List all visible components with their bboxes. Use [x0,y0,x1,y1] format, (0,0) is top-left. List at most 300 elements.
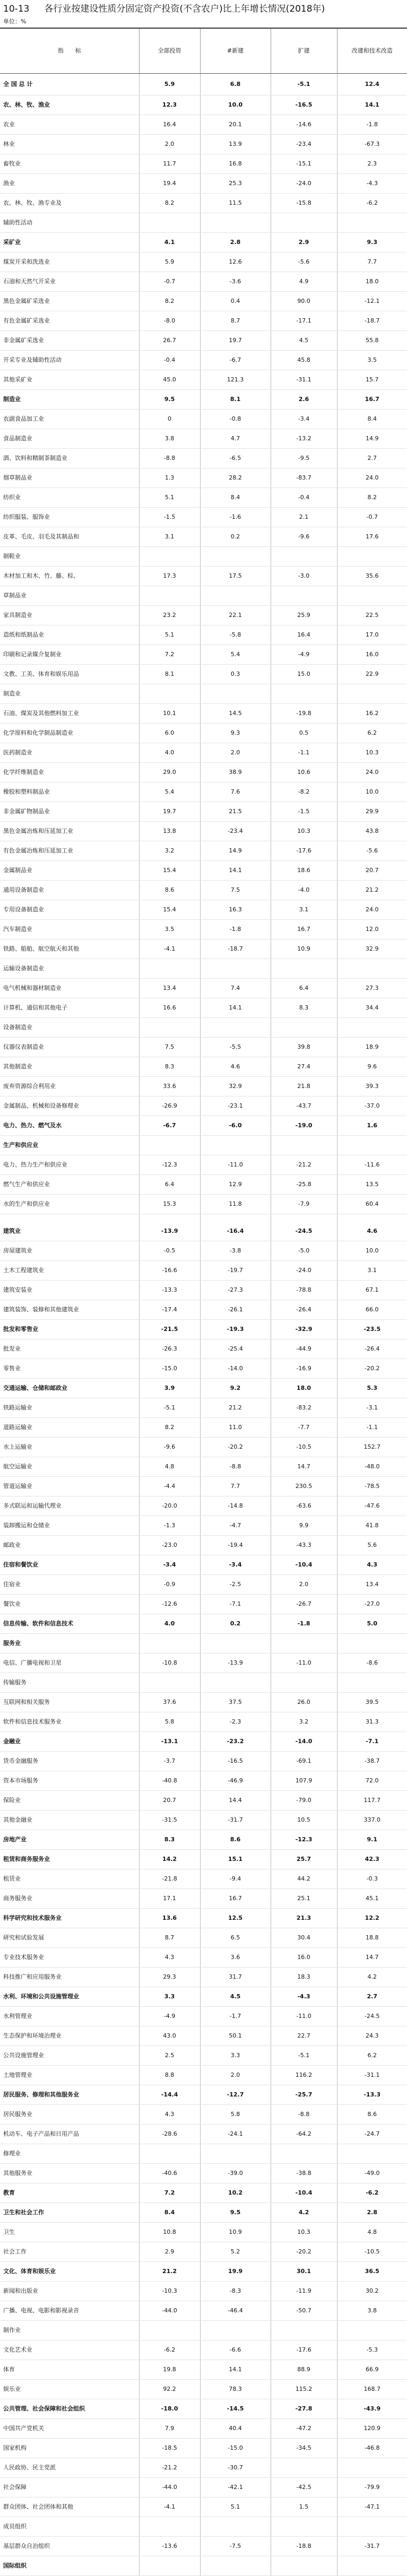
cell-new-construction: 11.5 [200,194,271,213]
cell-new-construction: 0.3 [200,665,271,684]
cell-new-construction: 4.6 [200,1057,271,1077]
cell-expansion [271,586,337,606]
cell-new-construction: 6.8 [200,74,271,95]
row-label: 汽车制造业 [0,920,139,939]
table-row [0,1241,407,1261]
row-label: 电信、广播电视和卫星 [0,1653,139,1673]
cell-total-investment: 8.7 [139,1928,200,1948]
table-row [0,2556,407,2576]
table-row [0,625,407,645]
cell-total-investment: 4.3 [139,1948,200,1968]
cell-reconstruction: 67.1 [337,1281,407,1300]
cell-total-investment: 15.4 [139,861,200,881]
cell-expansion: -17.6 [271,841,337,861]
cell-new-construction: -11.0 [200,1155,271,1175]
cell-total-investment: 21.2 [139,2262,200,2282]
table-row [0,1359,407,1379]
cell-expansion: -25.7 [271,2085,337,2105]
cell-reconstruction: 6.2 [337,2046,407,2066]
table-row [0,684,407,704]
cell-total-investment: 8.2 [139,1418,200,1438]
cell-new-construction: -19.4 [200,1536,271,1555]
cell-reconstruction: 14.7 [337,1948,407,1968]
cell-total-investment: 1.3 [139,468,200,488]
table-row [0,272,407,292]
cell-reconstruction: 16.7 [337,390,407,410]
cell-total-investment: -5.1 [139,1398,200,1418]
cell-new-construction: 4.5 [200,1987,271,2007]
cell-expansion: -13.2 [271,429,337,449]
cell-reconstruction: -27.0 [337,1595,407,1614]
cell-expansion: -42.5 [271,2478,337,2497]
cell-total-investment: 8.3 [139,1830,200,1850]
cell-expansion: 25.9 [271,606,337,625]
cell-reconstruction: 16.0 [337,645,407,665]
cell-expansion: -10.4 [271,1555,337,1575]
cell-expansion: -17.1 [271,311,337,331]
cell-new-construction: 8.6 [200,1830,271,1850]
cell-new-construction: 31.7 [200,1968,271,1987]
cell-expansion: 22.7 [271,2026,337,2046]
cell-reconstruction: -79.9 [337,2478,407,2497]
cell-expansion: -47.2 [271,2419,337,2439]
cell-total-investment [139,547,200,567]
row-label: 货币金融服务 [0,1752,139,1771]
cell-total-investment: 15.3 [139,1195,200,1214]
cell-new-construction: 8.7 [200,311,271,331]
cell-expansion: -34.5 [271,2439,337,2458]
table-header [0,28,407,74]
header-new-construction: #新建 [200,28,271,74]
cell-reconstruction: 2.7 [337,449,407,468]
cell-new-construction: 0.2 [200,527,271,547]
cell-expansion: -43.3 [271,1536,337,1555]
cell-total-investment: 6.4 [139,1175,200,1195]
cell-expansion: 115.2 [271,2380,337,2399]
cell-total-investment: 4.0 [139,1614,200,1634]
table-row [0,1634,407,1653]
row-label: 多式联运和运输代理业 [0,1496,139,1516]
cell-new-construction: -5.8 [200,625,271,645]
cell-total-investment: -12.6 [139,1595,200,1614]
cell-total-investment [139,959,200,979]
cell-total-investment: 8.2 [139,194,200,213]
cell-new-construction: 32.9 [200,1077,271,1096]
cell-reconstruction: 21.2 [337,881,407,900]
cell-expansion: -10.4 [271,2183,337,2203]
cell-total-investment: 11.7 [139,154,200,174]
row-label: 体育 [0,2360,139,2380]
cell-total-investment: -21.2 [139,2458,200,2478]
row-label: 印刷和记录媒介复制业 [0,645,139,665]
cell-expansion: -1.5 [271,802,337,822]
row-label: 制鞋业 [0,547,139,567]
cell-reconstruction: 13.5 [337,1175,407,1195]
row-label: 燃气生产和供应业 [0,1175,139,1195]
cell-expansion: 4.2 [271,2203,337,2223]
cell-new-construction: -9.4 [200,1869,271,1889]
cell-new-construction: -6.6 [200,2340,271,2360]
row-label: 水利管理业 [0,2007,139,2026]
table-title [3,2,407,16]
cell-total-investment: 3.9 [139,1379,200,1398]
row-label: 畜牧业 [0,154,139,174]
table-row [0,2399,407,2419]
cell-expansion: -27.8 [271,2399,337,2419]
table-row [0,1653,407,1673]
cell-reconstruction: 7.7 [337,253,407,272]
cell-new-construction: -23.2 [200,1732,271,1752]
row-label: 保险业 [0,1791,139,1811]
cell-new-construction: 12.6 [200,253,271,272]
cell-total-investment: 5.1 [139,488,200,508]
table-row [0,2144,407,2164]
table-row [0,1595,407,1614]
cell-total-investment: -17.4 [139,1300,200,1320]
cell-reconstruction: -67.3 [337,135,407,154]
cell-expansion: 10.9 [271,939,337,959]
cell-total-investment: 3.1 [139,527,200,547]
row-label: 运输设备制造业 [0,959,139,979]
cell-reconstruction: -48.0 [337,1457,407,1477]
cell-reconstruction [337,2144,407,2164]
cell-expansion: -63.6 [271,1496,337,1516]
table-row [0,1752,407,1771]
cell-total-investment: 5.9 [139,74,200,95]
table-row [0,95,407,115]
row-label: 软件和信息技术服务业 [0,1712,139,1732]
cell-expansion: 16.0 [271,1948,337,1968]
cell-total-investment: -4.9 [139,2007,200,2026]
cell-reconstruction: 20.7 [337,861,407,881]
cell-new-construction: -39.0 [200,2164,271,2183]
cell-expansion: -15.8 [271,194,337,213]
cell-reconstruction: 152.7 [337,1438,407,1457]
cell-expansion: -44.9 [271,1339,337,1359]
cell-new-construction: -14.5 [200,2399,271,2419]
cell-new-construction [200,586,271,606]
row-label: 修理业 [0,2144,139,2164]
cell-reconstruction: -12.1 [337,292,407,311]
row-label: 医药制造业 [0,743,139,763]
cell-total-investment: 43.0 [139,2026,200,2046]
cell-total-investment: 3.8 [139,429,200,449]
cell-reconstruction: 18.9 [337,1038,407,1057]
cell-total-investment: 4.1 [139,233,200,253]
cell-total-investment: -13.1 [139,1732,200,1752]
cell-new-construction: 3.6 [200,1948,271,1968]
cell-expansion: 10.6 [271,763,337,782]
table-row [0,74,407,95]
cell-reconstruction [337,2556,407,2576]
table-row [0,959,407,979]
row-label: 成员组织 [0,2517,139,2537]
cell-reconstruction: 24.0 [337,900,407,920]
row-label: 住宿和餐饮业 [0,1555,139,1575]
table-row [0,1195,407,1214]
cell-expansion: 90.0 [271,292,337,311]
table-row [0,1457,407,1477]
row-label: 造纸和纸制品业 [0,625,139,645]
cell-reconstruction: 60.4 [337,1195,407,1214]
row-label: 生态保护和环境治理业 [0,2026,139,2046]
cell-total-investment: 2.0 [139,135,200,154]
cell-reconstruction: 5.3 [337,1379,407,1398]
table-row [0,1261,407,1281]
row-label: 建筑安装业 [0,1281,139,1300]
row-label: 国家机构 [0,2439,139,2458]
cell-reconstruction: -0.7 [337,508,407,527]
cell-reconstruction: 9.1 [337,1830,407,1850]
cell-reconstruction [337,2321,407,2340]
cell-total-investment: 8.2 [139,292,200,311]
cell-total-investment: 15.4 [139,900,200,920]
cell-total-investment: 13.8 [139,822,200,841]
cell-expansion: -1.8 [271,1614,337,1634]
cell-expansion: 16.4 [271,625,337,645]
table-row [0,1889,407,1909]
table-row [0,2458,407,2478]
cell-reconstruction: -46.8 [337,2439,407,2458]
table-row [0,370,407,390]
cell-expansion: -19.0 [271,1116,337,1136]
cell-total-investment: 17.1 [139,1889,200,1909]
row-label: 建筑业 [0,1222,139,1241]
row-label: 通用设备制造业 [0,881,139,900]
cell-total-investment: -6.7 [139,1116,200,1136]
cell-reconstruction: 168.7 [337,2380,407,2399]
row-label: 人民政协、民主党派 [0,2458,139,2478]
row-label: 信息传输、软件和信息技术 [0,1614,139,1634]
table-row [0,1175,407,1195]
table-row [0,998,407,1018]
table-row [0,1830,407,1850]
header-indicator: 指 标 [0,28,139,74]
row-label: 林业 [0,135,139,154]
cell-reconstruction: -10.5 [337,2242,407,2262]
table-row [0,802,407,822]
cell-new-construction: 121.3 [200,370,271,390]
cell-expansion: -24.0 [271,174,337,194]
cell-reconstruction: 8.4 [337,410,407,429]
cell-reconstruction: -6.2 [337,194,407,213]
cell-total-investment [139,2517,200,2537]
cell-expansion: -83.2 [271,1398,337,1418]
cell-expansion [271,547,337,567]
cell-new-construction: 5.4 [200,645,271,665]
cell-total-investment: 10.8 [139,2223,200,2242]
cell-expansion: 30.1 [271,2262,337,2282]
table-row [0,1038,407,1057]
cell-reconstruction [337,1214,407,1222]
row-label: 道路运输业 [0,1418,139,1438]
cell-expansion: -32.9 [271,1320,337,1339]
cell-reconstruction: 2.7 [337,1987,407,2007]
table-row [0,2203,407,2223]
cell-reconstruction: 12.2 [337,1909,407,1928]
table-row [0,2183,407,2203]
cell-expansion: 18.3 [271,1968,337,1987]
row-label: 建筑装饰、装修和其他建筑业 [0,1300,139,1320]
cell-expansion: 10.3 [271,822,337,841]
cell-expansion: 230.5 [271,1477,337,1496]
cell-total-investment [139,684,200,704]
cell-new-construction: -0.8 [200,410,271,429]
cell-new-construction: -16.4 [200,1222,271,1241]
cell-new-construction: 78.3 [200,2380,271,2399]
table-row [0,292,407,311]
cell-reconstruction: 41.8 [337,1516,407,1536]
cell-reconstruction [337,1673,407,1693]
table-row [0,2340,407,2360]
cell-total-investment: 3.5 [139,920,200,939]
cell-new-construction: 7.4 [200,979,271,998]
cell-new-construction: 37.5 [200,1693,271,1712]
cell-new-construction [200,213,271,233]
table-row [0,1968,407,1987]
cell-new-construction: 28.2 [200,468,271,488]
cell-new-construction: -46.4 [200,2301,271,2321]
cell-new-construction [200,2321,271,2340]
table-row [0,2242,407,2262]
investment-growth-table [0,28,407,2576]
row-label: 农业 [0,115,139,135]
cell-reconstruction: 24.3 [337,2026,407,2046]
table-row [0,763,407,782]
row-label: 科学研究和技术服务业 [0,1909,139,1928]
cell-new-construction: -27.3 [200,1281,271,1300]
cell-expansion: 45.8 [271,351,337,370]
table-row [0,429,407,449]
row-label: 文化、体育和娱乐业 [0,2262,139,2282]
cell-reconstruction: -26.4 [337,1339,407,1359]
cell-expansion: -11.0 [271,2007,337,2026]
table-row [0,822,407,841]
cell-reconstruction: 15.7 [337,370,407,390]
row-label: 新闻和出版业 [0,2282,139,2301]
cell-reconstruction: 5.6 [337,1536,407,1555]
cell-expansion [271,213,337,233]
table-row [0,782,407,802]
cell-reconstruction: 4.6 [337,1222,407,1241]
cell-new-construction [200,1214,271,1222]
row-label: 电力、热力生产和供应业 [0,1155,139,1175]
cell-expansion [271,1634,337,1653]
cell-new-construction: 14.1 [200,998,271,1018]
cell-reconstruction: -38.7 [337,1752,407,1771]
cell-new-construction: -1.6 [200,508,271,527]
row-label: 卫生 [0,2223,139,2242]
cell-reconstruction: 22.9 [337,665,407,684]
cell-reconstruction: 4.2 [337,1968,407,1987]
row-label: 其他服务业 [0,2164,139,2183]
row-label: 住宿业 [0,1575,139,1595]
cell-reconstruction: 9.6 [337,1057,407,1077]
cell-new-construction: 2.8 [200,233,271,253]
table-row [0,2301,407,2321]
cell-reconstruction: -47.6 [337,1496,407,1516]
cell-total-investment: -26.9 [139,1096,200,1116]
cell-expansion: 2.9 [271,233,337,253]
table-row [0,233,407,253]
cell-reconstruction: 117.7 [337,1791,407,1811]
cell-new-construction: 14.1 [200,2360,271,2380]
table-row [0,841,407,861]
row-label: 房地产业 [0,1830,139,1850]
cell-expansion: -17.6 [271,2340,337,2360]
cell-total-investment: -15.0 [139,1359,200,1379]
row-label: 群众团体、社会团体和其他 [0,2497,139,2517]
cell-reconstruction: -5.6 [337,841,407,861]
cell-total-investment: -18.0 [139,2399,200,2419]
table-row [0,174,407,194]
cell-reconstruction: 4.3 [337,1555,407,1575]
header-total-investment: 全部投资 [139,28,200,74]
cell-total-investment: -44.0 [139,2478,200,2497]
cell-new-construction: 10.9 [200,2223,271,2242]
cell-total-investment: 29.3 [139,1968,200,1987]
cell-expansion: -50.7 [271,2301,337,2321]
cell-new-construction: 21.5 [200,802,271,822]
table-row [0,2321,407,2340]
row-label: 服务业 [0,1634,139,1653]
row-label: 邮政业 [0,1536,139,1555]
cell-expansion: -26.7 [271,1595,337,1614]
table-row [0,1077,407,1096]
cell-new-construction: 20.1 [200,115,271,135]
cell-expansion [271,1018,337,1038]
row-label: 化学纤维制造业 [0,763,139,782]
table-row [0,2439,407,2458]
cell-expansion: 1.5 [271,2497,337,2517]
cell-total-investment: 4.8 [139,1457,200,1477]
cell-total-investment: 33.6 [139,1077,200,1096]
cell-new-construction: 17.5 [200,567,271,586]
cell-reconstruction: 3.1 [337,1261,407,1281]
table-row [0,1673,407,1693]
cell-expansion: -24.5 [271,1222,337,1241]
cell-new-construction: -6.0 [200,1116,271,1136]
cell-new-construction: 9.2 [200,1379,271,1398]
cell-reconstruction: -47.1 [337,2497,407,2517]
header-row [0,28,407,74]
row-label: 商务服务业 [0,1889,139,1909]
row-label: 社会保障 [0,2478,139,2497]
cell-total-investment: -4.1 [139,939,200,959]
cell-expansion: 44.2 [271,1869,337,1889]
row-label: 煤炭开采和洗选业 [0,253,139,272]
cell-reconstruction: -78.5 [337,1477,407,1496]
row-label: 废弃资源综合利用业 [0,1077,139,1096]
cell-reconstruction: 39.3 [337,1077,407,1096]
table-row [0,2085,407,2105]
row-label: 广播、电视、电影和影视录音 [0,2301,139,2321]
cell-expansion: 14.7 [271,1457,337,1477]
row-label: 航空运输业 [0,1457,139,1477]
cell-total-investment: 16.4 [139,115,200,135]
cell-total-investment: -8.8 [139,449,200,468]
cell-reconstruction: 22.5 [337,606,407,625]
cell-new-construction: -7.5 [200,2537,271,2556]
cell-total-investment: 8.4 [139,2203,200,2223]
table-row [0,2125,407,2144]
cell-new-construction: 8.4 [200,488,271,508]
table-row [0,135,407,154]
cell-expansion: -11.0 [271,1653,337,1673]
cell-new-construction [200,1136,271,1155]
cell-new-construction: -15.0 [200,2439,271,2458]
cell-expansion [271,1214,337,1222]
